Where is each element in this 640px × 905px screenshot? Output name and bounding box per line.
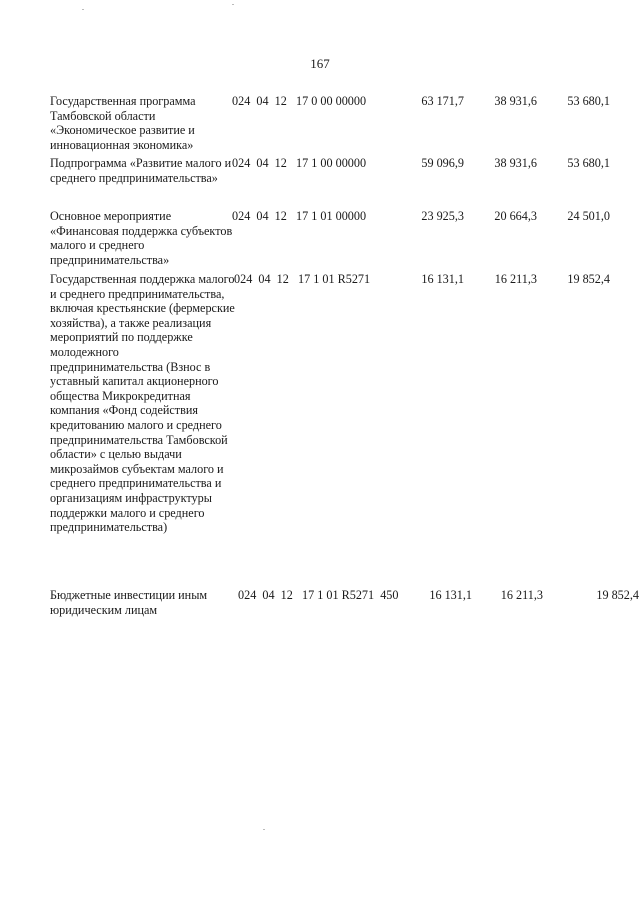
page-number: 167 [310, 56, 330, 71]
row-value-2: 16 211,3 [500, 588, 543, 602]
row-value-3: 19 852,4 [596, 588, 639, 602]
row-codes: 024 04 12 17 1 01 R5271 450 [238, 588, 399, 602]
row-value-2: 20 664,3 [494, 209, 537, 223]
budget-table [0, 94, 640, 622]
scan-speck [232, 4, 234, 5]
row-codes: 024 04 12 17 1 01 R5271 [234, 272, 371, 286]
row-value-3: 53 680,1 [567, 156, 610, 170]
row-value-1: 63 171,7 [421, 94, 464, 108]
row-name: Бюджетные инвестиции иным юридическим лицам [50, 588, 208, 617]
row-codes: 024 04 12 17 1 01 00000 [232, 209, 367, 223]
row-value-1: 16 131,1 [421, 272, 464, 286]
row-value-1: 16 131,1 [429, 588, 472, 602]
row-value-2: 38 931,6 [494, 94, 537, 108]
row-value-3: 19 852,4 [567, 272, 610, 286]
table-row [0, 272, 640, 588]
row-codes: 024 04 12 17 1 00 00000 [232, 156, 367, 170]
row-codes: 024 04 12 17 0 00 00000 [232, 94, 367, 108]
row-name: Государственная поддержка малого и среднего предпринимательства, включая крестьянские (фермерские хозяйства), а также реализация мероприятий по поддержке молодежного предпринимательства (Взнос в уставный капитал акционерного общества Микрокредитная компания «Фонд содействия кредитованию малого и среднего предпринимательства Тамбовской области» с целью выдачи микрозаймов субъектам малого и среднего предпринимательства и организациям инфраструктуры поддержки малого и среднего предпринимательства) [50, 272, 235, 535]
row-value-3: 53 680,1 [567, 94, 610, 108]
row-name: Основное мероприятие «Финансовая поддержка субъектов малого и среднего предпринимательства» [50, 209, 233, 267]
row-value-2: 38 931,6 [494, 156, 537, 170]
row-value-2: 16 211,3 [494, 272, 537, 286]
scan-speck [263, 829, 265, 830]
table-row [0, 156, 640, 209]
scan-speck [82, 9, 84, 10]
table-row [0, 588, 640, 622]
row-name: Государственная программа Тамбовской области «Экономическое развитие и инновационная экономика» [50, 94, 196, 152]
row-value-1: 59 096,9 [421, 156, 464, 170]
table-row [0, 209, 640, 272]
row-value-1: 23 925,3 [421, 209, 464, 223]
table-row [0, 94, 640, 156]
row-value-3: 24 501,0 [567, 209, 610, 223]
row-name: Подпрограмма «Развитие малого и среднего предпринимательства» [50, 156, 232, 185]
